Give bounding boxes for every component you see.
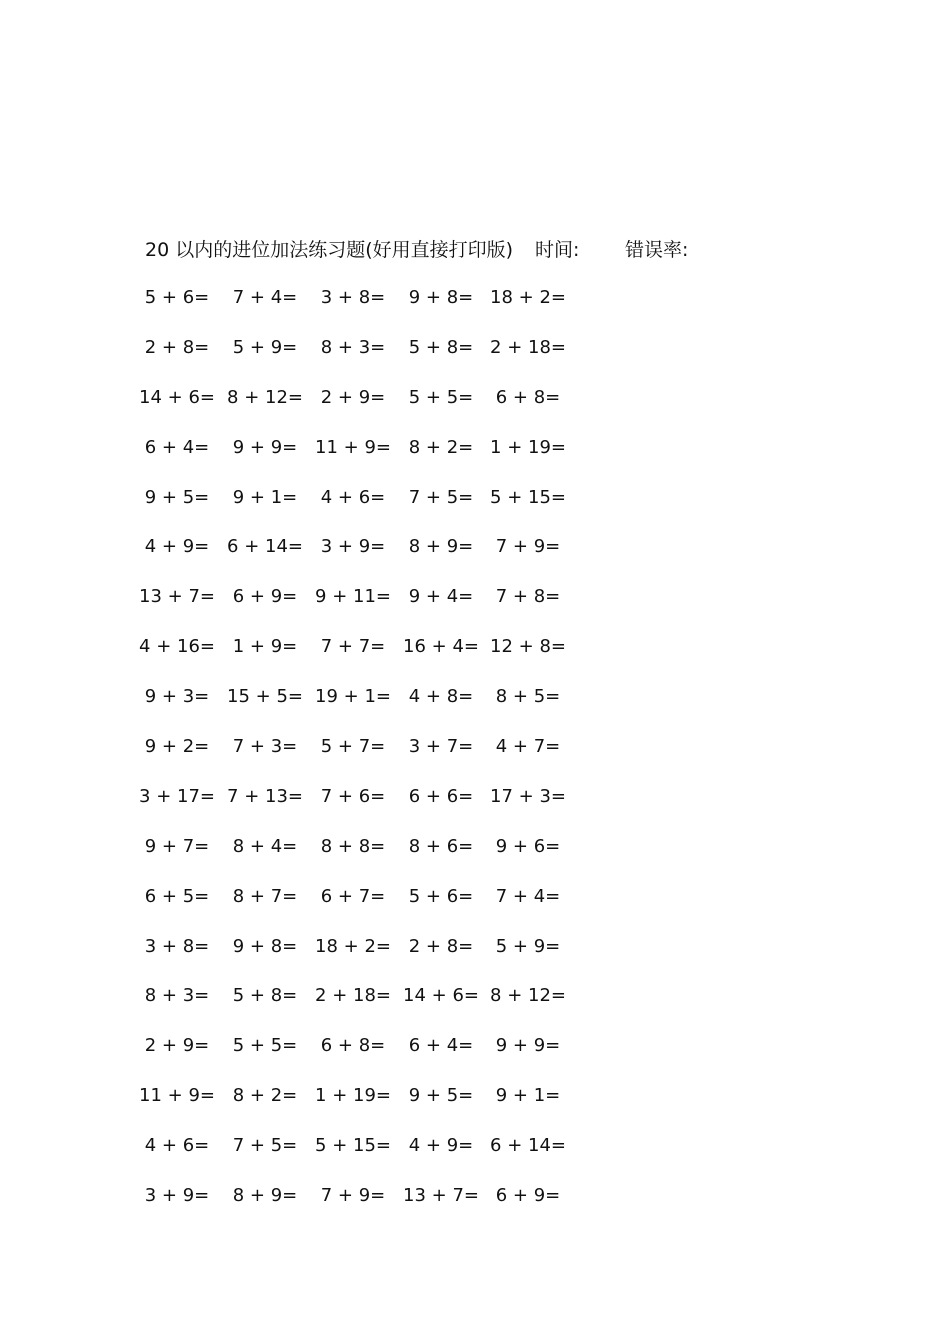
addition-problem: 7 + 4= [495, 885, 561, 907]
addition-problem: 7 + 6= [320, 785, 386, 807]
addition-problem: 7 + 7= [320, 636, 386, 658]
worksheet-title: 20 以内的进位加法练习题(好用直接打印版) [145, 239, 514, 261]
addition-problem: 16 + 4= [403, 636, 479, 658]
addition-problem: 2 + 8= [408, 935, 474, 957]
addition-problem: 3 + 7= [408, 736, 474, 758]
addition-problem: 5 + 6= [408, 885, 474, 907]
addition-problem: 8 + 12= [490, 985, 566, 1007]
addition-problem: 12 + 8= [490, 636, 566, 658]
addition-problem: 7 + 9= [495, 536, 561, 558]
addition-problem: 4 + 6= [320, 486, 386, 508]
addition-problem: 2 + 9= [144, 1035, 210, 1057]
addition-problem: 11 + 9= [139, 1085, 215, 1107]
addition-problem: 7 + 4= [232, 287, 298, 308]
addition-problem: 15 + 5= [227, 686, 303, 708]
addition-problem: 8 + 8= [320, 835, 386, 857]
addition-problem: 2 + 9= [320, 386, 386, 408]
addition-problem: 6 + 14= [227, 536, 303, 558]
addition-problem: 5 + 7= [320, 736, 386, 758]
addition-problem: 5 + 9= [495, 935, 561, 957]
addition-problem: 3 + 9= [320, 536, 386, 558]
addition-problem: 6 + 7= [320, 885, 386, 907]
addition-problem: 5 + 5= [408, 386, 474, 408]
addition-problem: 6 + 4= [408, 1035, 474, 1057]
addition-problem: 13 + 7= [403, 1185, 479, 1207]
addition-problem: 6 + 9= [495, 1185, 561, 1207]
addition-problem: 6 + 9= [232, 586, 298, 608]
addition-problem: 14 + 6= [403, 985, 479, 1007]
addition-problem: 8 + 3= [320, 336, 386, 358]
addition-problem: 7 + 13= [227, 785, 303, 807]
addition-problem: 9 + 5= [408, 1085, 474, 1107]
addition-problem: 8 + 9= [408, 536, 474, 558]
addition-problem: 9 + 8= [232, 935, 298, 957]
addition-problem: 7 + 8= [495, 586, 561, 608]
addition-problem: 1 + 9= [232, 636, 298, 658]
addition-problem: 6 + 8= [495, 386, 561, 408]
addition-problem: 8 + 2= [232, 1085, 298, 1107]
addition-problem: 4 + 6= [144, 1135, 210, 1157]
addition-problem: 19 + 1= [315, 686, 391, 708]
addition-problem: 3 + 9= [144, 1185, 210, 1207]
addition-problem: 4 + 7= [495, 736, 561, 758]
addition-problem: 2 + 18= [315, 985, 391, 1007]
addition-problem: 9 + 2= [144, 736, 210, 758]
addition-problem: 8 + 5= [495, 686, 561, 708]
addition-problem: 6 + 8= [320, 1035, 386, 1057]
addition-problem: 4 + 9= [408, 1135, 474, 1157]
addition-problem: 6 + 6= [408, 785, 474, 807]
addition-problem: 1 + 19= [315, 1085, 391, 1107]
addition-problem: 8 + 3= [144, 985, 210, 1007]
addition-problem: 7 + 5= [232, 1135, 298, 1157]
addition-problem: 5 + 15= [490, 486, 566, 508]
addition-problem: 17 + 3= [490, 785, 566, 807]
time-label: 时间: [535, 239, 580, 261]
addition-problem: 8 + 9= [232, 1185, 298, 1207]
addition-problem: 8 + 4= [232, 835, 298, 857]
addition-problem: 9 + 3= [144, 686, 210, 708]
addition-problem: 7 + 9= [320, 1185, 386, 1207]
worksheet-header [145, 236, 689, 264]
addition-problem: 6 + 4= [144, 436, 210, 458]
addition-problem: 5 + 8= [408, 336, 474, 358]
addition-problem: 9 + 1= [495, 1085, 561, 1107]
addition-problem: 3 + 8= [144, 935, 210, 957]
addition-problem: 6 + 14= [490, 1135, 566, 1157]
addition-problem: 5 + 9= [232, 336, 298, 358]
addition-problem: 9 + 6= [495, 835, 561, 857]
addition-problem: 9 + 1= [232, 486, 298, 508]
addition-problem: 8 + 2= [408, 436, 474, 458]
addition-problem: 1 + 19= [490, 436, 566, 458]
addition-problem: 14 + 6= [139, 386, 215, 408]
addition-problem: 7 + 3= [232, 736, 298, 758]
addition-problem: 11 + 9= [315, 436, 391, 458]
addition-problem: 7 + 5= [408, 486, 474, 508]
addition-problem: 5 + 6= [144, 287, 210, 308]
addition-problem: 8 + 6= [408, 835, 474, 857]
addition-problem: 5 + 15= [315, 1135, 391, 1157]
addition-problem: 9 + 11= [315, 586, 391, 608]
addition-problem: 8 + 12= [227, 386, 303, 408]
error-rate-label: 错误率: [625, 239, 689, 261]
addition-problem: 8 + 7= [232, 885, 298, 907]
addition-problem: 9 + 8= [408, 287, 474, 308]
addition-problem: 9 + 9= [232, 436, 298, 458]
addition-problem: 9 + 7= [144, 835, 210, 857]
addition-problem: 3 + 8= [320, 287, 386, 308]
addition-problem: 3 + 17= [139, 785, 215, 807]
addition-problem: 2 + 18= [490, 336, 566, 358]
addition-problem: 9 + 9= [495, 1035, 561, 1057]
addition-problem: 4 + 8= [408, 686, 474, 708]
addition-problem: 5 + 8= [232, 985, 298, 1007]
addition-problem: 5 + 5= [232, 1035, 298, 1057]
addition-problem: 9 + 4= [408, 586, 474, 608]
addition-problem: 13 + 7= [139, 586, 215, 608]
addition-problem: 2 + 8= [144, 336, 210, 358]
addition-problem: 4 + 16= [139, 636, 215, 658]
addition-problem: 4 + 9= [144, 536, 210, 558]
addition-problem: 9 + 5= [144, 486, 210, 508]
addition-problem: 18 + 2= [490, 287, 566, 308]
addition-problem: 6 + 5= [144, 885, 210, 907]
addition-problem: 18 + 2= [315, 935, 391, 957]
